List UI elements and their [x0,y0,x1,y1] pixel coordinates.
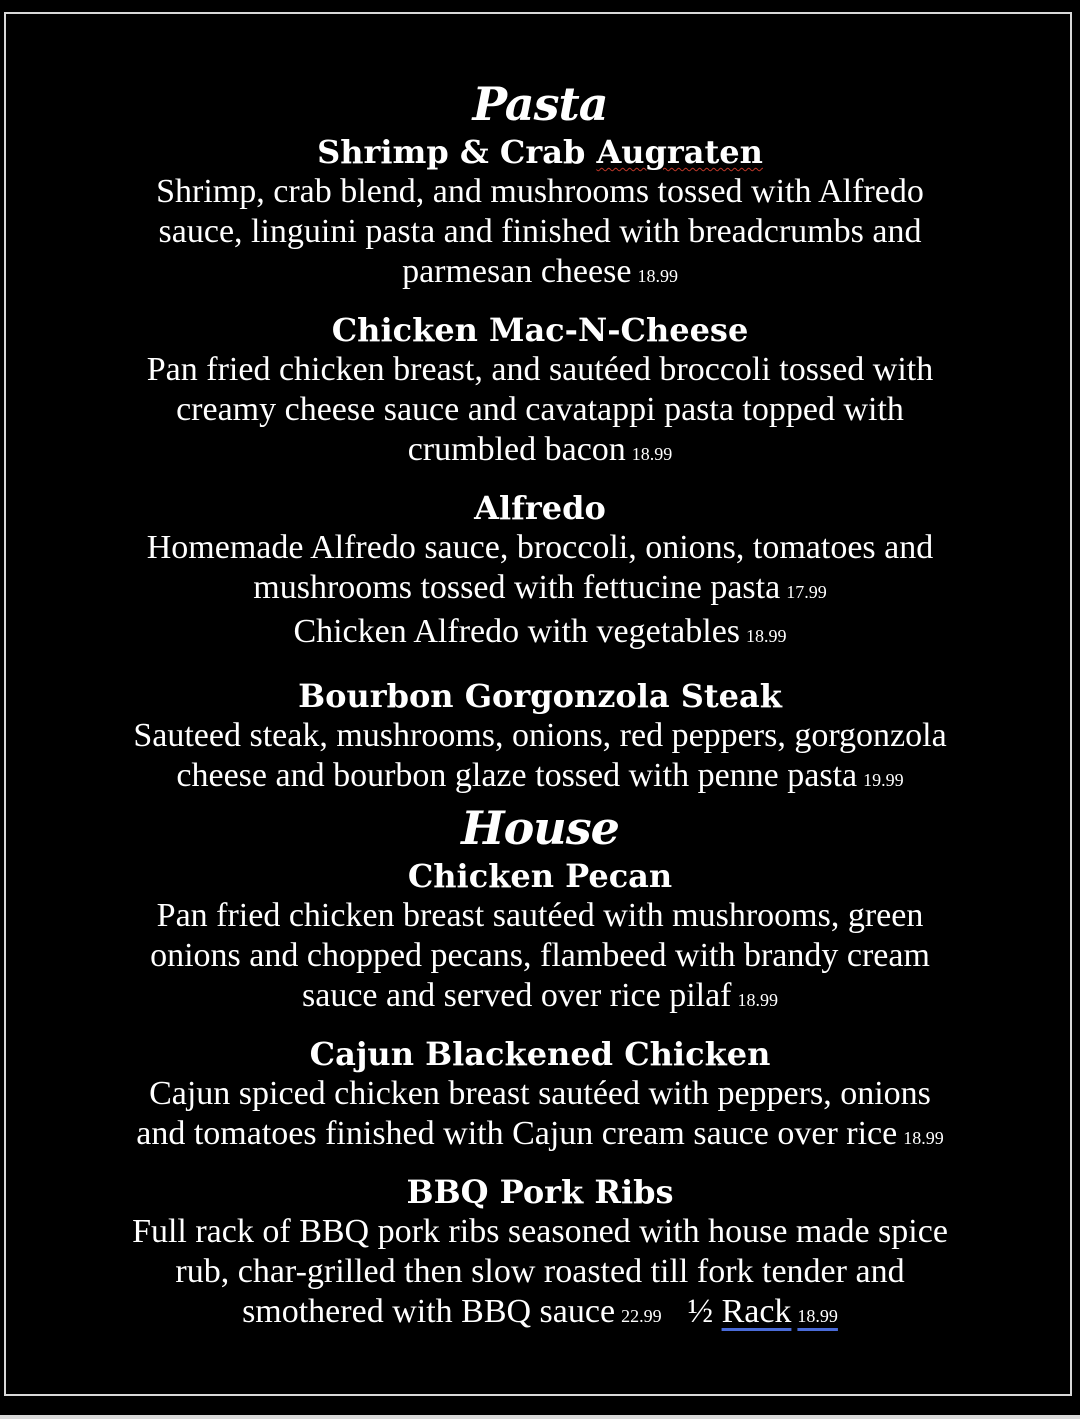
description-line [40,612,1040,656]
menu-item-shrimp-crab-augraten [40,132,1040,296]
description-line: Shrimp, crab blend, and mushrooms tossed with Alfredo [156,173,924,210]
item-price: 18.99 [637,266,678,286]
description-line [40,430,1040,474]
item-description [40,896,1040,1020]
description-line: Full rack of BBQ pork ribs seasoned with house made spice [132,1213,948,1250]
item-description [40,350,1040,474]
description-line [40,1114,1040,1158]
item-description [40,528,1040,656]
section-title-house: House [461,801,619,855]
item-name: Bourbon Gorgonzola Steak [298,677,782,715]
item-description [40,716,1040,800]
variant-price: 18.99 [746,626,787,646]
description-line: Sauteed steak, mushrooms, onions, red peppers, gorgonzola [133,717,947,754]
item-description [40,172,1040,296]
item-price: 18.99 [903,1128,944,1148]
description-text: parmesan cheese [402,253,632,290]
item-price: 18.99 [737,990,778,1010]
half-rack-price: 18.99 [797,1306,838,1326]
description-line: sauce, linguini pasta and finished with breadcrumbs and [158,213,922,250]
half-rack-fraction: ½ [687,1293,722,1330]
menu-item-bourbon-gorgonzola-steak [40,676,1040,800]
menu-item-bbq-pork-ribs [40,1172,1040,1336]
variant-text: Chicken Alfredo with vegetables [293,613,741,650]
description-line: rub, char-grilled then slow roasted till fork tender and [175,1253,905,1290]
item-name [40,132,1040,172]
description-line: onions and chopped pecans, flambeed with brandy cream [150,937,930,974]
description-line: creamy cheese sauce and cavatappi pasta topped with [176,391,904,428]
menu-item-cajun-blackened-chicken [40,1034,1040,1158]
item-name: Cajun Blackened Chicken [309,1035,771,1073]
description-line [40,252,1040,296]
description-line: Pan fried chicken breast, and sautéed broccoli tossed with [146,351,934,388]
description-line: Cajun spiced chicken breast sautéed with peppers, onions [149,1075,931,1112]
spellcheck-word: Augraten [596,133,763,171]
section-title-pasta: Pasta [472,77,608,131]
item-price: 22.99 [621,1306,662,1326]
item-name: Alfredo [474,489,606,527]
description-text: and tomatoes finished with Cajun cream sauce over rice [136,1115,898,1152]
description-text: mushrooms tossed with fettucine pasta [253,569,781,606]
menu-item-chicken-pecan [40,856,1040,1020]
description-text: cheese and bourbon glaze tossed with penne pasta [176,757,858,794]
bottom-divider [0,1415,1080,1419]
item-description [40,1212,1040,1336]
item-name-part: Shrimp & Crab [317,133,597,171]
menu-item-alfredo [40,488,1040,656]
description-text: crumbled bacon [407,431,626,468]
item-name: BBQ Pork Ribs [406,1173,674,1211]
description-text: smothered with BBQ sauce [242,1293,616,1330]
description-line: Pan fried chicken breast sautéed with mushrooms, green [156,897,924,934]
menu-page [40,76,1040,1336]
description-line [40,976,1040,1020]
item-price: 18.99 [631,444,673,464]
item-price: 17.99 [786,582,827,602]
item-name: Chicken Pecan [407,857,673,895]
item-price: 19.99 [863,770,904,790]
half-rack-word: Rack [721,1293,792,1330]
description-line: Homemade Alfredo sauce, broccoli, onions, tomatoes and [146,529,934,566]
item-description [40,1074,1040,1158]
description-line [40,756,1040,800]
menu-item-chicken-mac-n-cheese [40,310,1040,474]
description-line [40,1292,1040,1336]
half-rack-label [722,1293,838,1330]
description-text: sauce and served over rice pilaf [302,977,732,1014]
description-line [40,568,1040,612]
item-name: Chicken Mac-N-Cheese [331,311,749,349]
